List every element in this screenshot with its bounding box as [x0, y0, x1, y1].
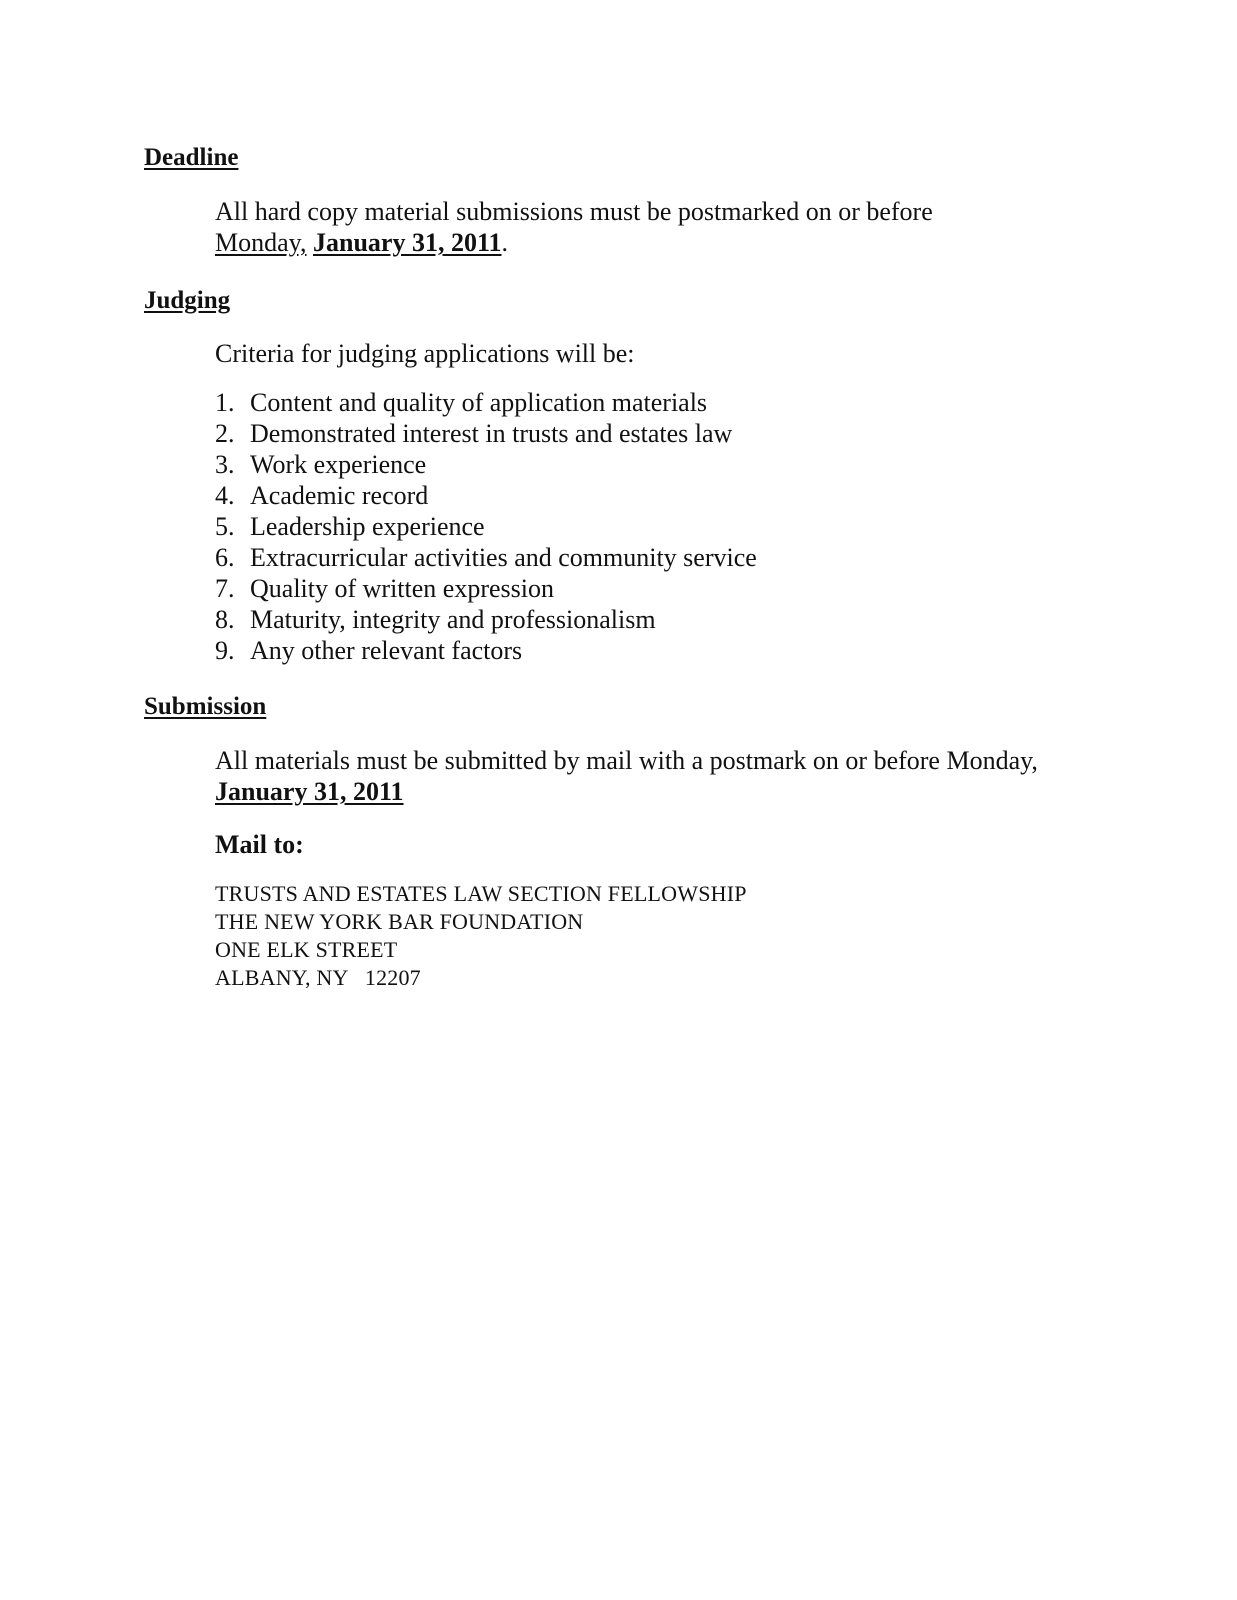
address-line: ONE ELK STREET — [215, 937, 398, 962]
list-text: Content and quality of application materials — [250, 388, 708, 417]
list-number: 1. — [215, 388, 235, 417]
mailing-address — [215, 880, 747, 992]
list-item — [215, 511, 757, 542]
list-item — [215, 635, 757, 666]
list-number: 8. — [215, 605, 235, 634]
list-text: Work experience — [250, 450, 427, 479]
list-item — [215, 418, 757, 449]
deadline-heading: Deadline — [144, 144, 239, 171]
list-number: 3. — [215, 450, 235, 479]
list-text: Academic record — [250, 481, 429, 510]
list-number: 2. — [215, 419, 235, 448]
address-line: ALBANY, NY 12207 — [215, 965, 421, 990]
list-text: Quality of written expression — [250, 574, 554, 603]
list-number: 7. — [215, 574, 235, 603]
address-line: THE NEW YORK BAR FOUNDATION — [215, 909, 584, 934]
mail-to-label: Mail to: — [215, 830, 304, 859]
list-item — [215, 604, 757, 635]
list-item — [215, 542, 757, 573]
list-number: 9. — [215, 636, 235, 665]
deadline-text: All hard copy material submissions must be postmarked on or before — [215, 197, 933, 226]
address-line: TRUSTS AND ESTATES LAW SECTION FELLOWSHIP — [215, 881, 747, 906]
list-text: Extracurricular activities and community service — [250, 543, 757, 572]
list-text: Leadership experience — [250, 512, 485, 541]
submission-paragraph — [215, 745, 1115, 807]
list-item — [215, 387, 757, 418]
list-item — [215, 449, 757, 480]
list-number: 6. — [215, 543, 235, 572]
list-text: Any other relevant factors — [250, 636, 523, 665]
list-text: Demonstrated interest in trusts and estates law — [250, 419, 733, 448]
submission-date: January 31, 2011 — [215, 777, 404, 806]
list-number: 4. — [215, 481, 235, 510]
list-text: Maturity, integrity and professionalism — [250, 605, 656, 634]
deadline-paragraph — [215, 196, 1115, 258]
list-item — [215, 573, 757, 604]
list-number: 5. — [215, 512, 235, 541]
criteria-list — [215, 387, 757, 666]
deadline-period: . — [501, 228, 509, 257]
deadline-day: Monday, — [215, 228, 307, 257]
list-item — [215, 480, 757, 511]
judging-heading: Judging — [144, 287, 231, 314]
submission-text: All materials must be submitted by mail with a postmark on or before Monday, — [215, 746, 1038, 775]
submission-heading: Submission — [144, 693, 267, 720]
deadline-date: January 31, 2011 — [312, 228, 502, 257]
judging-intro: Criteria for judging applications will be: — [215, 339, 635, 368]
